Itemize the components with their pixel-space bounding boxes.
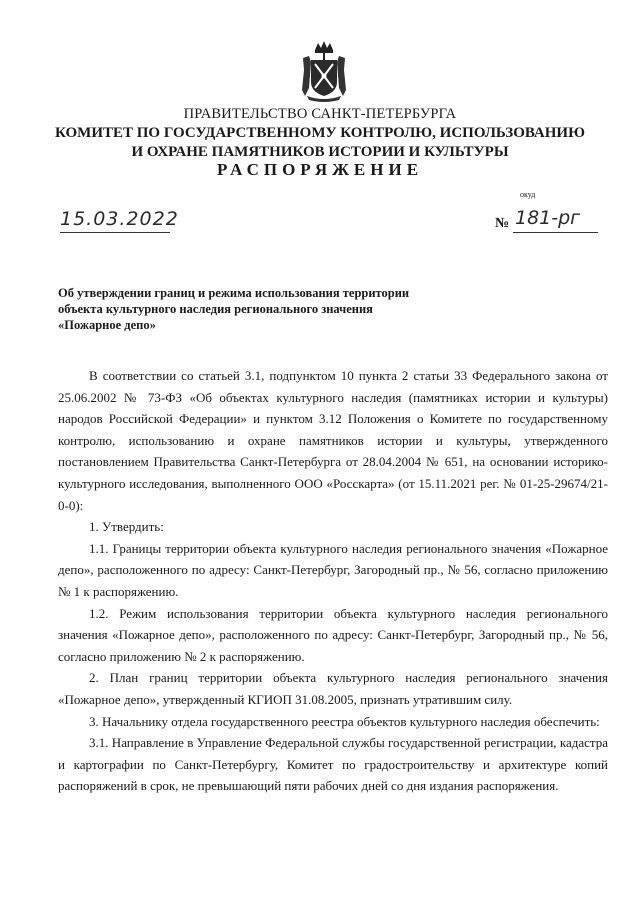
coat-of-arms-icon xyxy=(299,40,349,102)
number-sign: № xyxy=(495,216,510,231)
number-underline xyxy=(513,232,598,233)
document-type: РАСПОРЯЖЕНИЕ xyxy=(216,160,424,179)
preamble-paragraph: В соответствии со статьей 3.1, подпунктом 10 пункта 2 статьи 33 Федерального закона от 25.06.2002 № 73-ФЗ «Об объектах культурного наследия (памятниках истории и культуры) народов Российской Федерации» и пунктом 3.12 Положения о Комитете по государственному контролю, использованию и охране памятников истории и культуры, утвержденного постановлением Правительства Санкт-Петербурга от 28.04.2004 № 651, на основании историко-культурного исследования, выполненного ООО «Росскарта» (от 15.11.2021 рег. № 01-25-29674/21-0-0): xyxy=(58,368,608,513)
document-number: 181-рг xyxy=(515,207,581,229)
clause-1: 1. Утвердить: xyxy=(89,519,164,535)
clause-3: 3. Начальнику отдела государственного реестра объектов культурного наследия обеспечить: xyxy=(89,713,600,729)
clause-1-2: 1.2. Режим использования территории объекта культурного наследия регионального значения «Пожарное депо», расположенного по адресу: Санкт-Петербург, Загородный пр., № 56, согласно приложению № 2 к распоряжению. xyxy=(58,605,608,664)
subject-line1: Об утверждении границ и режима использования территории xyxy=(58,286,410,300)
subject-line2: объекта культурного наследия регионального значения xyxy=(58,302,373,316)
committee-title-line1: КОМИТЕТ ПО ГОСУДАРСТВЕННОМУ КОНТРОЛЮ, ИСПОЛЬЗОВАНИЮ xyxy=(55,125,585,141)
clause-1-1: 1.1. Границы территории объекта культурного наследия регионального значения «Пожарное депо», расположенного по адресу: Санкт-Петербург, Загородный пр., № 56, согласно приложению № 1 к распоряжению. xyxy=(58,540,608,599)
government-title: ПРАВИТЕЛЬСТВО САНКТ-ПЕТЕРБУРГА xyxy=(183,106,457,122)
document-body xyxy=(58,365,608,797)
subject-line3: «Пожарное депо» xyxy=(58,318,156,332)
document-subject xyxy=(58,285,458,333)
date-underline xyxy=(60,232,170,233)
clause-3-1: 3.1. Направление в Управление Федеральной службы государственной регистрации, кадастра и картографии по Санкт-Петербургу, Комитет по градостроительству и архитектуре копий распоряжений в срок, не превышающий пяти рабочих дней со дня издания распоряжения. xyxy=(58,735,608,794)
okud-label: окуд xyxy=(520,190,536,199)
committee-title-line2: И ОХРАНЕ ПАМЯТНИКОВ ИСТОРИИ И КУЛЬТУРЫ xyxy=(131,144,509,160)
committee-title xyxy=(0,124,640,162)
document-date: 15.03.2022 xyxy=(60,208,179,230)
clause-2: 2. План границ территории объекта культурного наследия регионального значения «Пожарное депо», утвержденный КГИОП 31.08.2005, признать утратившим силу. xyxy=(58,670,608,707)
